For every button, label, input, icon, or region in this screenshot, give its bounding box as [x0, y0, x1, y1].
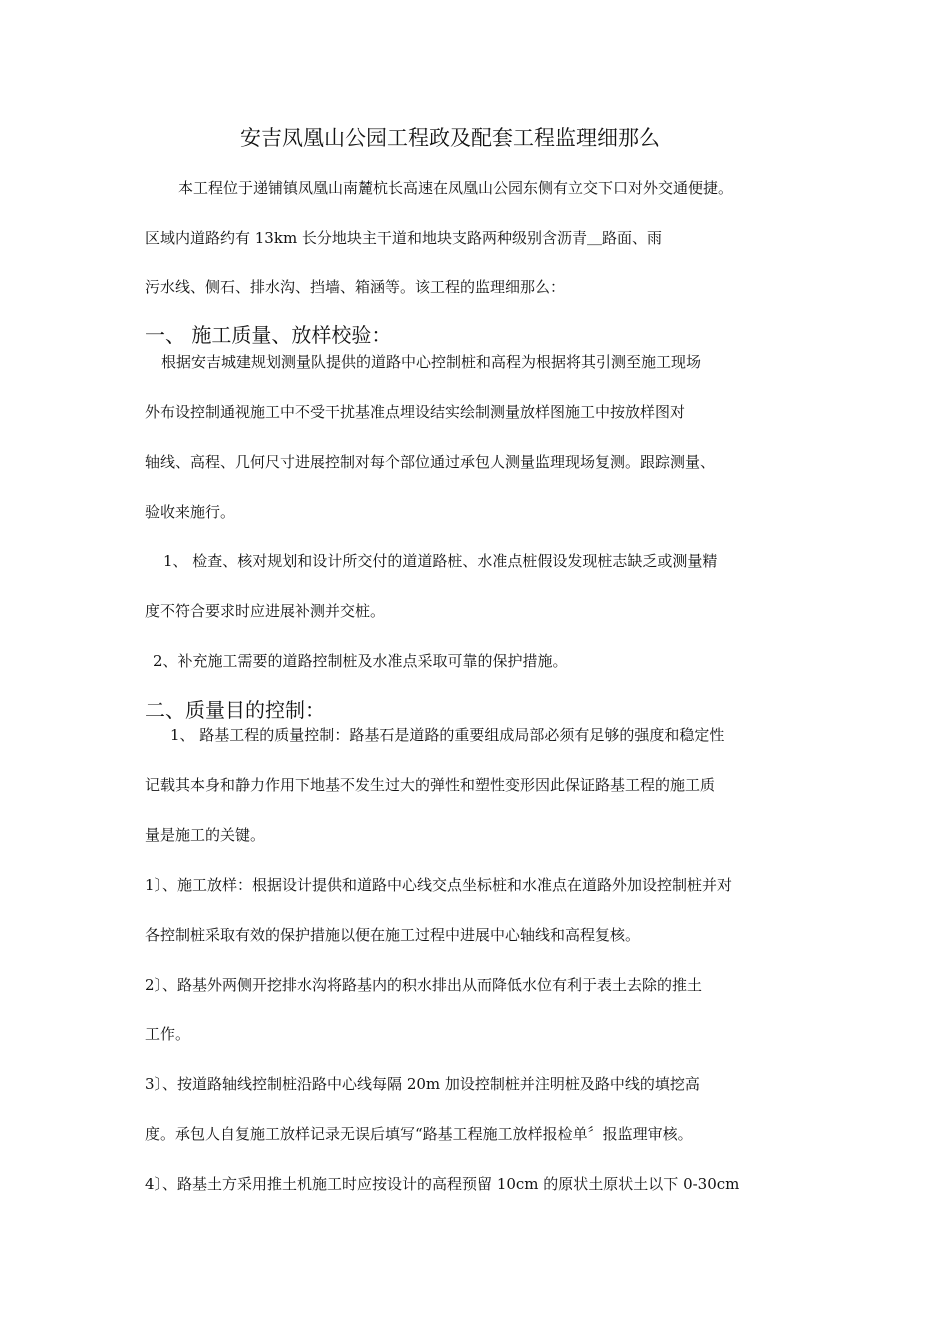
section-2-sub-2-line-2: 工作。 — [145, 1025, 191, 1043]
section-1-heading: 一、 施工质量、放样校验： — [145, 323, 392, 347]
section-2-sub-3-line-1: 3〕、按道路轴线控制桩沿路中心线每隔 20m 加设控制桩并注明桩及路中线的填挖高 — [145, 1075, 700, 1093]
section-1-line-1: 根据安吉城建规划测量队提供的道路中心控制桩和高程为根据将其引测至施工现场 — [161, 353, 702, 371]
section-2-item-1-line-2: 记载其本身和静力作用下地基不发生过大的弹性和塑性变形因此保证路基工程的施工质 — [145, 776, 716, 794]
intro-line-1: 本工程位于递铺镇凤凰山南麓杭长高速在凤凰山公园东侧有立交下口对外交通便捷。 — [178, 179, 734, 197]
section-1-line-3: 轴线、高程、几何尺寸进展控制对每个部位通过承包人测量监理现场复测。跟踪测量、 — [145, 453, 716, 471]
intro-line-3: 污水线、侧石、排水沟、挡墙、箱涵等。该工程的监理细那么： — [145, 278, 566, 296]
section-2-sub-1-line-1: 1〕、施工放样：根据设计提供和道路中心线交点坐标桩和水准点在道路外加设控制桩并对 — [145, 876, 733, 894]
intro-line-2: 区域内道路约有 13km 长分地块主干道和地块支路两种级别含沥青＿路面、雨 — [145, 229, 662, 247]
section-1-line-4: 验收来施行。 — [145, 503, 236, 521]
section-1-line-2: 外布设控制通视施工中不受干扰基准点埋设结实绘制测量放样图施工中按放样图对 — [145, 403, 686, 421]
section-2-sub-1-line-2: 各控制桩采取有效的保护措施以便在施工过程中进展中心轴线和高程复核。 — [145, 926, 641, 944]
section-1-item-1-line-1: 1、 检查、核对规划和设计所交付的道道路桩、水准点桩假设发现桩志缺乏或测量精 — [163, 552, 718, 570]
section-2-item-1-line-1: 1、 路基工程的质量控制：路基石是道路的重要组成局部必须有足够的强度和稳定性 — [170, 726, 725, 744]
section-1-item-2: 2、补充施工需要的道路控制桩及水准点采取可靠的保护措施。 — [153, 652, 568, 670]
section-2-sub-2-line-1: 2〕、路基外两侧开挖排水沟将路基内的积水排出从而降低水位有利于表土去除的推土 — [145, 976, 703, 994]
section-2-sub-3-line-2: 度。承包人自复施工放样记录无误后填写“路基工程施工放样报检单〞报监理审核。 — [145, 1125, 693, 1143]
section-2-item-1-line-3: 量是施工的关键。 — [145, 826, 266, 844]
section-1-item-1-line-2: 度不符合要求时应进展补测并交桩。 — [145, 602, 386, 620]
section-2-heading: 二、质量目的控制： — [145, 698, 325, 722]
document-title: 安吉凤凰山公园工程政及配套工程监理细那么 — [240, 126, 660, 150]
section-2-sub-4-line-1: 4〕、路基土方采用推土机施工时应按设计的高程预留 10cm 的原状土原状土以下 0-30cm — [145, 1175, 740, 1193]
